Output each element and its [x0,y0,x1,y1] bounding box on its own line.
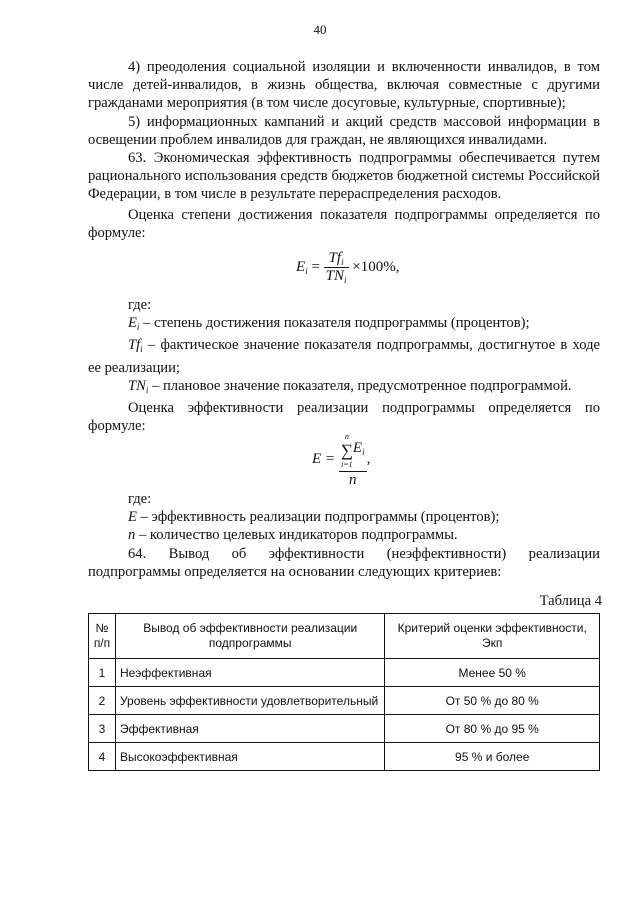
formula1-num-sub: i [341,257,344,267]
formula2-fraction [339,430,367,489]
definition-n: n – количество целевых индикаторов подпрограммы. [128,527,458,544]
definition-tn-i: $TN_i$ – плановое значение показателя, предусмотренное подпрограммой. [128,377,572,395]
formula1-lhs: E [296,258,306,275]
paragraph-item-5: 5) информационных кампаний и акций средств массовой информации в освещении проблем инвалидов для граждан, не являющихся инвалидами. [88,113,600,148]
text-block-3 [88,490,600,581]
criteria-table [88,613,600,771]
table-header-row [89,614,600,659]
formula-efficiency [312,430,370,489]
definition-tf-i: $Tf_i$ – фактическое значение показателя подпрограммы, достигнутое в ходе ее реализации; [88,337,600,376]
where-label-2: где: [128,491,152,507]
formula1-fraction [324,250,349,285]
row-criterion: Менее 50 % [385,659,600,687]
formula1-tail: ×100%, [352,258,400,275]
header-criterion: Критерий оценки эффективности, Экп [385,614,600,659]
table-row [89,659,600,687]
row-number: 2 [89,687,116,715]
sigma-icon: ∑ [340,441,353,460]
row-criterion: 95 % и более [385,743,600,771]
row-number: 1 [89,659,116,687]
paragraph-formula-intro-1: Оценка степени достижения показателя подпрограммы определяется по формуле: [88,206,600,241]
row-criterion: От 50 % до 80 % [385,687,600,715]
page-number: 40 [313,22,327,37]
row-conclusion: Неэффективная [115,659,384,687]
formula2-lhs: E = [312,450,336,467]
row-conclusion: Эффективная [115,715,384,743]
row-number: 3 [89,715,116,743]
row-criterion: От 80 % до 95 % [385,715,600,743]
formula2-tail: , [366,450,371,467]
table-row [89,743,600,771]
formula1-numerator: Tf [328,250,342,266]
formula1-den-sub: i [344,275,347,285]
formula1-lhs-sub: i [305,265,308,276]
text-block-1 [88,58,600,242]
header-conclusion: Вывод об эффективности реализации подпрограммы [115,614,384,659]
paragraph-formula-intro-2: Оценка эффективности реализации подпрограммы определяется по формуле: [88,400,600,435]
definition-E: E – эффективность реализации подпрограммы (процентов); [128,509,500,526]
header-number: № п/п [89,614,116,659]
definition-e-i: $E_i$ – степень достижения показателя подпрограммы (процентов); [128,315,530,333]
paragraph-64: 64. Вывод об эффективности (неэффективности) реализации подпрограммы определяется на основании следующих критериев: [88,545,600,580]
formula2-sum-term: E [352,440,363,456]
table-row [89,715,600,743]
table-caption: Таблица 4 [539,593,602,609]
formula1-denominator: TN [325,268,345,284]
formula-achievement-degree: $E_i$ = $\frac{Tf_i}{TN_i}$ ×100%, [296,250,400,285]
table-row [89,687,600,715]
paragraph-63: 63. Экономическая эффективность подпрограммы обеспечивается путем рационального использования средств бюджетов бюджетной системы Российской Федерации, в том числе в результате перераспределения расходов. [88,150,600,203]
where-label-1: где: [128,297,152,313]
formula2-denominator: n [348,472,357,488]
formula2-sum-bottom: i=1 [341,460,353,469]
text-block-2 [88,296,600,435]
row-conclusion: Уровень эффективности удовлетворительный [115,687,384,715]
row-conclusion: Высокоэффективная [115,743,384,771]
formula2-sum-top: n [344,432,349,441]
paragraph-item-4: 4) преодоления социальной изоляции и включенности инвалидов, в том числе детей-инвалидов, в жизнь общества, включая совместные с другими гражданами мероприятия (в том числе досуговые, культурные, спортивные); [88,59,600,112]
formula2-sum-term-sub: i [362,447,365,457]
row-number: 4 [89,743,116,771]
